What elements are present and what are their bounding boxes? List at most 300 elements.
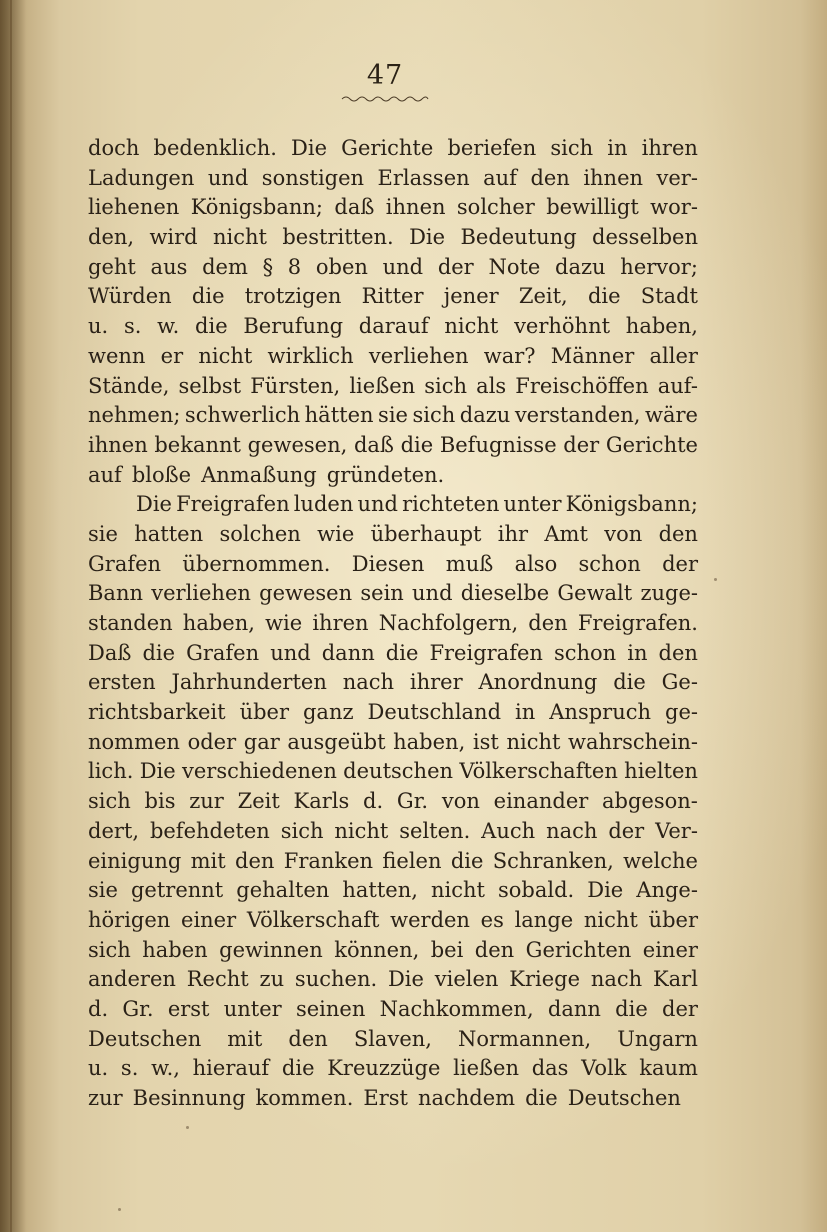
text-line <box>88 757 698 787</box>
word: 8 <box>287 254 302 279</box>
word: Franken <box>283 848 374 873</box>
gutter-shadow <box>0 0 26 1232</box>
word: Besinnung <box>132 1086 246 1110</box>
word: sie <box>88 878 118 903</box>
word: die <box>385 640 419 665</box>
word: hierauf <box>192 1056 270 1081</box>
word: daß <box>353 432 394 457</box>
word: Freigrafen <box>429 640 543 665</box>
word: auf <box>88 462 122 487</box>
word: nach <box>546 818 598 843</box>
word: nicht <box>198 343 253 368</box>
word: dem <box>202 254 248 279</box>
word: hatten <box>134 521 204 546</box>
word: ihren <box>312 611 369 635</box>
text-line <box>88 164 698 194</box>
word: zuge- <box>640 581 698 606</box>
word: § <box>262 254 274 279</box>
word: oder <box>187 729 237 754</box>
word: welche <box>623 848 698 873</box>
word: lich. <box>88 759 134 784</box>
word: bloße <box>131 462 192 487</box>
word: zur <box>88 1086 123 1110</box>
text-line <box>88 550 698 580</box>
word: den <box>474 937 515 962</box>
word: Kreuzzüge <box>327 1056 441 1081</box>
word: Note <box>488 254 541 279</box>
word: Stände, <box>88 373 170 398</box>
word: und <box>270 640 311 665</box>
text-line <box>88 253 698 283</box>
word: war? <box>483 343 536 368</box>
text-line <box>88 639 698 669</box>
word: die <box>142 640 176 665</box>
word: richteten <box>402 492 500 517</box>
word: die <box>587 284 621 309</box>
word: den <box>658 521 698 546</box>
word: Karls <box>293 789 350 814</box>
word: Völkerschaft <box>246 907 380 932</box>
word: u. <box>88 1056 109 1081</box>
word: den <box>658 640 698 665</box>
word: gewesen, <box>247 432 348 457</box>
word: auf <box>483 165 517 190</box>
word: d. <box>363 789 384 814</box>
word: in <box>515 700 536 725</box>
word: bedenklich. <box>153 136 277 160</box>
word: aus <box>150 254 188 279</box>
word: Nachkommen, <box>379 996 534 1021</box>
word: richtsbarkeit <box>88 700 226 725</box>
word: Berufung <box>243 314 344 339</box>
word: Nachfolgern, <box>378 611 519 635</box>
word: Freigrafen. <box>577 611 698 635</box>
word: hielten <box>624 759 698 784</box>
word: Volk <box>581 1056 627 1081</box>
word: in <box>607 136 628 160</box>
text-line <box>88 520 698 550</box>
word: Anspruch <box>549 700 652 725</box>
word: als <box>476 373 507 398</box>
word: fielen <box>382 848 442 873</box>
text-line <box>88 431 698 461</box>
word: nicht <box>506 729 561 754</box>
word: den <box>530 165 570 190</box>
word: von <box>604 521 643 546</box>
word: ließen <box>349 373 416 398</box>
word: Ladungen <box>88 165 195 190</box>
word: er <box>160 343 184 368</box>
word: liehenen <box>88 195 180 220</box>
word: Deutschen <box>88 1026 202 1051</box>
word: sie <box>88 521 118 546</box>
word: nicht <box>213 225 267 250</box>
word: ihren <box>641 136 698 160</box>
word: es <box>480 907 504 932</box>
word: auf- <box>657 373 698 398</box>
text-line <box>88 787 698 817</box>
word: die <box>525 1086 558 1110</box>
word: und <box>412 581 453 606</box>
word: Grafen <box>186 640 260 665</box>
word: dazu <box>459 403 511 428</box>
word: Die <box>409 225 446 250</box>
word: in <box>627 640 648 665</box>
text-line <box>88 223 698 253</box>
word: nommen <box>88 729 180 754</box>
word: lange <box>514 907 574 932</box>
word: also <box>514 551 558 576</box>
word: wor- <box>650 195 698 220</box>
word: den <box>288 1026 328 1051</box>
word: die <box>450 848 484 873</box>
word: ist <box>472 729 499 754</box>
word: ihnen <box>385 195 446 220</box>
word: nicht <box>444 314 499 339</box>
word: kommen. <box>255 1086 354 1110</box>
word: die <box>281 1056 315 1081</box>
word: dazu <box>555 254 606 279</box>
word: beriefen <box>447 136 537 160</box>
word: Slaven, <box>353 1026 432 1051</box>
word: über <box>239 700 289 725</box>
word: Die <box>587 878 624 903</box>
word: nehmen; <box>88 403 181 428</box>
word: den <box>528 611 568 635</box>
word: anderen <box>88 967 176 992</box>
word: w., <box>151 1056 180 1081</box>
word: wird <box>149 225 198 250</box>
word: mit <box>190 848 226 873</box>
word: dann <box>547 996 601 1021</box>
word: Schranken, <box>492 848 614 873</box>
word: hätten <box>304 403 374 428</box>
word: hervor; <box>620 254 698 279</box>
word: Ge- <box>661 670 698 695</box>
word: Würden <box>88 284 172 309</box>
word: ersten <box>88 670 156 695</box>
word: ihnen <box>583 165 644 190</box>
paper-speck <box>186 1126 189 1129</box>
text-line <box>88 1054 698 1084</box>
text-line <box>88 906 698 936</box>
word: Grafen <box>88 551 162 576</box>
word: hatten, <box>342 878 418 903</box>
word: gehalten <box>236 878 330 903</box>
word: sich <box>280 818 324 843</box>
text-line <box>88 876 698 906</box>
body-text <box>88 134 698 1114</box>
word: solcher <box>456 195 535 220</box>
word: Ange- <box>636 878 698 903</box>
word: Gewalt <box>557 581 633 606</box>
word: Amt <box>544 521 588 546</box>
word: haben <box>142 937 208 962</box>
word: Erlassen <box>377 165 470 190</box>
word: abgeson- <box>602 789 698 814</box>
word: unter <box>223 996 282 1021</box>
word: getrennt <box>130 878 224 903</box>
word: unter <box>503 492 562 517</box>
word: schwerlich <box>184 403 301 428</box>
word: Die <box>139 759 176 784</box>
word: werden <box>390 907 470 932</box>
word: jener <box>443 284 499 309</box>
word: Kriege <box>509 967 580 992</box>
word: Die <box>136 492 172 517</box>
word: gewinnen <box>219 937 323 962</box>
word: gründeten. <box>326 462 445 487</box>
word: suchen. <box>294 967 378 992</box>
word: ihnen <box>88 432 148 457</box>
word: dieselbe <box>460 581 550 606</box>
word: muß <box>445 551 494 576</box>
word: doch <box>88 136 140 160</box>
word: Freischöffen <box>515 373 649 398</box>
word: über <box>648 907 698 932</box>
text-line <box>88 134 698 164</box>
paper-speck <box>118 1208 121 1211</box>
text-line <box>88 1084 698 1114</box>
word: verliehen <box>151 581 251 606</box>
word: sich <box>412 403 456 428</box>
word: Daß <box>88 640 132 665</box>
text-line <box>88 372 698 402</box>
word: luden <box>293 492 354 517</box>
word: verstanden, <box>514 403 641 428</box>
word: der <box>662 996 698 1021</box>
word: Ritter <box>361 284 424 309</box>
word: wahrschein- <box>568 729 698 754</box>
word: Gerichte <box>341 136 434 160</box>
word: sobald. <box>497 878 575 903</box>
word: Bedeutung <box>460 225 577 250</box>
text-line <box>88 847 698 877</box>
word: Stadt <box>640 284 698 309</box>
word: sie <box>378 403 408 428</box>
word: das <box>531 1056 569 1081</box>
word: oben <box>315 254 368 279</box>
word: Gerichten <box>525 937 632 962</box>
word: vielen <box>434 967 499 992</box>
word: selten. <box>399 818 471 843</box>
word: standen <box>88 611 173 635</box>
word: gar <box>243 729 280 754</box>
word: gewesen <box>259 581 353 606</box>
word: Ungarn <box>617 1026 698 1051</box>
word: einigung <box>88 848 182 873</box>
word: Freigrafen <box>176 492 290 517</box>
word: Fürsten, <box>250 373 341 398</box>
text-line <box>88 461 698 491</box>
word: s. <box>120 1056 139 1081</box>
text-line <box>88 609 698 639</box>
paper-speck <box>714 578 717 581</box>
word: sein <box>360 581 404 606</box>
word: Gr. <box>122 996 154 1021</box>
word: Erst <box>363 1086 408 1110</box>
word: Männer <box>550 343 635 368</box>
word: haben, <box>393 729 466 754</box>
word: dert, <box>88 818 140 843</box>
word: zu <box>259 967 285 992</box>
word: haben, <box>625 314 698 339</box>
word: und <box>357 492 398 517</box>
word: ihr <box>497 521 529 546</box>
word: die <box>195 314 228 339</box>
word: Königsbann; <box>565 492 698 517</box>
word: aller <box>649 343 698 368</box>
text-line <box>88 936 698 966</box>
word: bekannt <box>154 432 241 457</box>
word: und <box>382 254 424 279</box>
word: bei <box>430 937 464 962</box>
word: kaum <box>639 1056 698 1081</box>
word: der <box>662 551 698 576</box>
text-line <box>88 312 698 342</box>
word: verschiedenen <box>181 759 337 784</box>
word: die <box>615 996 648 1021</box>
word: bestritten. <box>282 225 394 250</box>
word: sich <box>88 789 131 814</box>
word: Zeit <box>237 789 280 814</box>
word: darauf <box>358 314 429 339</box>
word: nicht <box>334 818 389 843</box>
word: den, <box>88 225 135 250</box>
word: mit <box>227 1026 263 1051</box>
word: wie <box>265 611 303 635</box>
word: die <box>400 432 434 457</box>
word: seinen <box>295 996 366 1021</box>
word: haben, <box>182 611 255 635</box>
word: Recht <box>186 967 249 992</box>
word: der <box>563 432 600 457</box>
word: s. <box>123 314 142 339</box>
word: nach <box>590 967 643 992</box>
word: bis <box>144 789 176 814</box>
word: Jahrhunderten <box>171 670 327 695</box>
word: Auch <box>481 818 536 843</box>
text-line <box>88 817 698 847</box>
page-number: 47 <box>366 60 404 91</box>
text-line <box>88 965 698 995</box>
word: Befugnisse <box>439 432 557 457</box>
word: die <box>613 670 646 695</box>
word: befehdeten <box>149 818 270 843</box>
word: Gr. <box>396 789 429 814</box>
word: einer <box>181 907 237 932</box>
text-line <box>88 668 698 698</box>
word: geht <box>88 254 136 279</box>
word: ge- <box>665 700 698 725</box>
word: Anmaßung <box>201 462 317 487</box>
word: Diesen <box>351 551 425 576</box>
word: wie <box>317 521 355 546</box>
word: nachdem <box>417 1086 516 1110</box>
word: der <box>608 818 645 843</box>
word: sich <box>424 373 468 398</box>
word: selbst <box>178 373 242 398</box>
word: und <box>207 165 249 190</box>
word: Gerichte <box>605 432 698 457</box>
word: trotzigen <box>244 284 342 309</box>
word: hörigen <box>88 907 171 932</box>
text-line <box>88 728 698 758</box>
text-line <box>88 401 698 431</box>
word: erst <box>167 996 210 1021</box>
page-edge <box>10 0 12 1232</box>
word: wäre <box>644 403 698 428</box>
word: Karl <box>652 967 698 992</box>
word: Die <box>387 967 424 992</box>
word: daß <box>334 195 375 220</box>
word: ver- <box>656 165 698 190</box>
word: wirklich <box>267 343 354 368</box>
word: Völkerschaften <box>459 759 618 784</box>
word: den <box>235 848 275 873</box>
text-line <box>88 1025 698 1055</box>
word: bewilligt <box>546 195 639 220</box>
word: dann <box>321 640 375 665</box>
word: nach <box>342 670 395 695</box>
word: wenn <box>88 343 146 368</box>
word: überhaupt <box>370 521 482 546</box>
word: können, <box>334 937 420 962</box>
word: übernommen. <box>182 551 331 576</box>
word: schon <box>578 551 641 576</box>
word: nicht <box>583 907 638 932</box>
word: Deutschland <box>367 700 502 725</box>
word: verliehen <box>368 343 469 368</box>
word: Die <box>291 136 328 160</box>
page-number-ornament <box>340 94 430 104</box>
text-line <box>88 579 698 609</box>
word: schon <box>553 640 617 665</box>
word: deutschen <box>343 759 454 784</box>
word: sich <box>88 937 131 962</box>
text-line <box>88 490 698 520</box>
text-line <box>88 282 698 312</box>
word: desselben <box>592 225 698 250</box>
word: d. <box>88 996 109 1021</box>
word: ganz <box>302 700 354 725</box>
word: u. <box>88 314 109 339</box>
word: ausgeübt <box>287 729 386 754</box>
text-line <box>88 193 698 223</box>
text-line <box>88 342 698 372</box>
word: Deutschen <box>567 1086 681 1110</box>
word: Anordnung <box>478 670 598 695</box>
word: sonstigen <box>261 165 365 190</box>
word: Normannen, <box>457 1026 592 1051</box>
word: von <box>441 789 480 814</box>
word: ihrer <box>409 670 463 695</box>
word: solchen <box>219 521 301 546</box>
text-line <box>88 698 698 728</box>
word: die <box>191 284 225 309</box>
word: einer <box>642 937 698 962</box>
word: Bann <box>88 581 144 606</box>
word: nicht <box>430 878 485 903</box>
word: sich <box>550 136 594 160</box>
word: einander <box>493 789 589 814</box>
text-line <box>88 995 698 1025</box>
word: Königsbann; <box>190 195 324 220</box>
word: der <box>437 254 474 279</box>
word: zur <box>189 789 224 814</box>
word: ließen <box>453 1056 519 1081</box>
word: Zeit, <box>518 284 568 309</box>
